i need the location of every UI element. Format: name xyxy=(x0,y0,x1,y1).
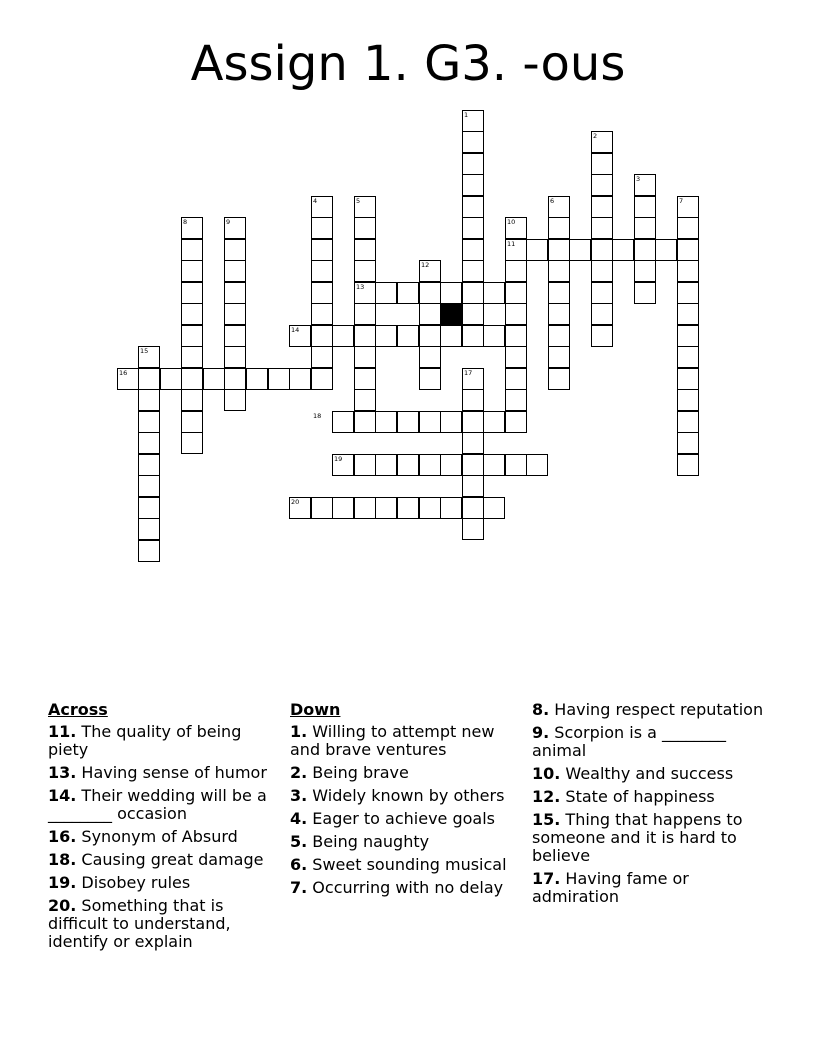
grid-cell[interactable] xyxy=(677,454,699,476)
clue-number-label: 18. xyxy=(48,850,77,869)
clue-text: Having respect reputation xyxy=(549,700,764,719)
clue-number-label: 8. xyxy=(532,700,550,719)
grid-cell[interactable] xyxy=(591,303,613,325)
grid-cell[interactable] xyxy=(462,196,484,218)
grid-cell[interactable] xyxy=(181,368,203,390)
grid-cell[interactable] xyxy=(462,454,484,476)
grid-cell[interactable] xyxy=(203,368,225,390)
grid-cell[interactable] xyxy=(419,368,441,390)
grid-cell[interactable] xyxy=(138,432,160,454)
clue-number-label: 15. xyxy=(532,810,561,829)
clue-number: 19 xyxy=(334,455,343,463)
clue-text: Having fame or admiration xyxy=(532,869,689,906)
clue-text: Having sense of humor xyxy=(76,763,267,782)
grid-cell[interactable] xyxy=(591,174,613,196)
grid-cell[interactable] xyxy=(462,153,484,175)
grid-cell[interactable] xyxy=(462,303,484,325)
grid-cell[interactable] xyxy=(311,260,333,282)
clue-item xyxy=(48,764,280,782)
grid-cell[interactable] xyxy=(634,196,656,218)
grid-cell[interactable] xyxy=(397,411,419,433)
grid-cell[interactable] xyxy=(138,411,160,433)
clue-number: 15 xyxy=(140,347,149,355)
grid-cell[interactable] xyxy=(591,282,613,304)
grid-cell[interactable] xyxy=(505,368,527,390)
clue-item xyxy=(532,870,768,906)
clue-number: 6 xyxy=(550,197,555,205)
grid-cell[interactable] xyxy=(569,239,591,261)
grid-cell[interactable] xyxy=(224,303,246,325)
clue-number-label: 1. xyxy=(290,722,308,741)
across-heading: Across xyxy=(48,700,108,719)
grid-cell[interactable] xyxy=(311,368,333,390)
grid-cell[interactable] xyxy=(677,217,699,239)
grid-cell[interactable] xyxy=(612,239,634,261)
grid-cell[interactable] xyxy=(311,303,333,325)
grid-cell[interactable] xyxy=(419,282,441,304)
grid-cell[interactable] xyxy=(224,325,246,347)
clue-number-label: 20. xyxy=(48,896,77,915)
grid-cell[interactable] xyxy=(483,497,505,519)
clue-item xyxy=(48,787,280,823)
grid-cell[interactable] xyxy=(462,497,484,519)
grid-cell[interactable] xyxy=(181,389,203,411)
grid-cell[interactable] xyxy=(440,454,462,476)
grid-cell[interactable] xyxy=(224,389,246,411)
clue-number-label: 6. xyxy=(290,855,308,874)
grid-cell[interactable] xyxy=(289,368,311,390)
grid-cell[interactable] xyxy=(224,260,246,282)
grid-cell[interactable] xyxy=(419,346,441,368)
grid-cell[interactable] xyxy=(419,325,441,347)
grid-cell[interactable] xyxy=(311,239,333,261)
clue-item xyxy=(290,723,522,759)
clue-item xyxy=(48,828,280,846)
down-clues-continued xyxy=(532,701,768,911)
grid-cell[interactable] xyxy=(311,346,333,368)
grid-cell[interactable] xyxy=(591,153,613,175)
grid-cell[interactable] xyxy=(332,325,354,347)
grid-cell[interactable] xyxy=(354,303,376,325)
grid-cell[interactable] xyxy=(311,325,333,347)
clue-number-label: 5. xyxy=(290,832,308,851)
grid-cell[interactable] xyxy=(462,260,484,282)
grid-cell[interactable] xyxy=(462,411,484,433)
clue-item xyxy=(48,874,280,892)
grid-cell[interactable] xyxy=(311,282,333,304)
clue-text: State of happiness xyxy=(560,787,715,806)
grid-cell[interactable] xyxy=(505,282,527,304)
grid-cell[interactable] xyxy=(591,260,613,282)
grid-cell[interactable] xyxy=(462,217,484,239)
grid-cell[interactable] xyxy=(462,239,484,261)
grid-cell[interactable] xyxy=(354,411,376,433)
clue-number-label: 13. xyxy=(48,763,77,782)
grid-cell[interactable] xyxy=(397,325,419,347)
grid-cell[interactable] xyxy=(591,217,613,239)
grid-cell[interactable] xyxy=(677,432,699,454)
grid-cell[interactable] xyxy=(505,454,527,476)
grid-cell[interactable] xyxy=(181,432,203,454)
clue-item xyxy=(532,724,768,760)
clue-number: 17 xyxy=(464,369,473,377)
grid-cell[interactable] xyxy=(138,389,160,411)
clue-item xyxy=(290,787,522,805)
down-heading: Down xyxy=(290,700,341,719)
grid-cell[interactable] xyxy=(483,411,505,433)
clue-number: 3 xyxy=(636,175,641,183)
clue-text: Thing that happens to someone and it is hard to believe xyxy=(532,810,743,865)
grid-cell[interactable] xyxy=(483,282,505,304)
grid-cell[interactable] xyxy=(462,518,484,540)
grid-cell[interactable] xyxy=(311,217,333,239)
clue-number-label: 9. xyxy=(532,723,550,742)
clue-text: Scorpion is a ________ animal xyxy=(532,723,726,760)
clue-text: Wealthy and success xyxy=(560,764,734,783)
grid-cell[interactable] xyxy=(375,325,397,347)
clue-number-label: 12. xyxy=(532,787,561,806)
clue-number-label: 3. xyxy=(290,786,308,805)
grid-cell[interactable] xyxy=(677,346,699,368)
clue-text: Synonym of Absurd xyxy=(76,827,238,846)
clue-item xyxy=(290,833,522,851)
grid-cell[interactable] xyxy=(224,282,246,304)
grid-cell[interactable] xyxy=(268,368,290,390)
grid-cell[interactable] xyxy=(440,497,462,519)
grid-cell[interactable] xyxy=(548,346,570,368)
clue-item xyxy=(532,788,768,806)
clue-number-label: 10. xyxy=(532,764,561,783)
grid-cell[interactable] xyxy=(462,475,484,497)
grid-cell[interactable] xyxy=(181,260,203,282)
grid-cell[interactable] xyxy=(181,346,203,368)
grid-cell[interactable] xyxy=(462,389,484,411)
grid-cell[interactable] xyxy=(634,260,656,282)
grid-cell[interactable] xyxy=(181,303,203,325)
clue-number-label: 2. xyxy=(290,763,308,782)
grid-cell[interactable] xyxy=(677,368,699,390)
grid-cell[interactable] xyxy=(397,454,419,476)
clue-number: 5 xyxy=(356,197,361,205)
grid-cell[interactable] xyxy=(224,346,246,368)
clue-number-label: 16. xyxy=(48,827,77,846)
clue-number-label: 4. xyxy=(290,809,308,828)
grid-cell[interactable] xyxy=(354,368,376,390)
clue-number: 7 xyxy=(679,197,684,205)
page-title: Assign 1. G3. -ous xyxy=(190,36,626,92)
clue-number: 20 xyxy=(291,498,300,506)
clue-text: Their wedding will be a ________ occasion xyxy=(48,786,267,823)
grid-cell[interactable] xyxy=(677,389,699,411)
clue-text: Being brave xyxy=(307,763,409,782)
clue-item xyxy=(532,811,768,865)
grid-cell[interactable] xyxy=(505,389,527,411)
clue-number: 16 xyxy=(119,369,128,377)
grid-block-cell xyxy=(440,303,462,325)
grid-cell[interactable] xyxy=(354,346,376,368)
clue-number: 8 xyxy=(183,218,188,226)
grid-cell[interactable] xyxy=(548,260,570,282)
grid-cell[interactable] xyxy=(181,282,203,304)
clue-item xyxy=(48,723,280,759)
grid-cell[interactable] xyxy=(375,454,397,476)
clue-number: 10 xyxy=(507,218,516,226)
grid-cell[interactable] xyxy=(224,239,246,261)
grid-cell[interactable] xyxy=(332,411,354,433)
clue-text: Causing great damage xyxy=(76,850,264,869)
clue-item xyxy=(48,897,280,951)
clue-text: Widely known by others xyxy=(307,786,505,805)
grid-cell[interactable] xyxy=(354,454,376,476)
grid-cell[interactable] xyxy=(505,260,527,282)
grid-cell[interactable] xyxy=(483,454,505,476)
grid-cell[interactable] xyxy=(397,497,419,519)
clue-number-label: 19. xyxy=(48,873,77,892)
clue-item xyxy=(48,851,280,869)
clue-number-label: 11. xyxy=(48,722,77,741)
grid-cell[interactable] xyxy=(655,239,677,261)
clue-number: 11 xyxy=(507,240,516,248)
grid-cell[interactable] xyxy=(375,411,397,433)
grid-cell[interactable] xyxy=(375,282,397,304)
clue-number: 18 xyxy=(313,412,322,420)
clue-item xyxy=(290,810,522,828)
grid-cell[interactable] xyxy=(311,497,333,519)
down-clues xyxy=(290,701,522,902)
clue-text: Sweet sounding musical xyxy=(307,855,507,874)
grid-cell[interactable] xyxy=(138,518,160,540)
grid-cell[interactable] xyxy=(354,389,376,411)
grid-cell[interactable] xyxy=(505,411,527,433)
clue-text: Occurring with no delay xyxy=(307,878,504,897)
clue-text: Eager to achieve goals xyxy=(307,809,495,828)
grid-cell[interactable] xyxy=(591,325,613,347)
clue-number: 2 xyxy=(593,132,598,140)
grid-cell[interactable] xyxy=(483,325,505,347)
grid-cell[interactable] xyxy=(462,282,484,304)
grid-cell[interactable] xyxy=(419,303,441,325)
grid-cell[interactable] xyxy=(548,325,570,347)
grid-cell[interactable] xyxy=(354,497,376,519)
clue-number: 13 xyxy=(356,283,365,291)
clue-number: 9 xyxy=(226,218,231,226)
clue-item xyxy=(290,764,522,782)
clue-text: Being naughty xyxy=(307,832,430,851)
grid-cell[interactable] xyxy=(677,303,699,325)
clue-text: Willing to attempt new and brave ventures xyxy=(290,722,495,759)
clue-number-label: 14. xyxy=(48,786,77,805)
grid-cell[interactable] xyxy=(548,282,570,304)
clue-number-label: 7. xyxy=(290,878,308,897)
grid-cell[interactable] xyxy=(462,432,484,454)
grid-cell[interactable] xyxy=(677,325,699,347)
grid-cell[interactable] xyxy=(181,239,203,261)
clue-item xyxy=(532,701,768,719)
grid-cell[interactable] xyxy=(505,325,527,347)
grid-cell[interactable] xyxy=(548,239,570,261)
grid-cell[interactable] xyxy=(677,239,699,261)
grid-cell[interactable] xyxy=(354,325,376,347)
grid-cell[interactable] xyxy=(160,368,182,390)
clue-item xyxy=(532,765,768,783)
grid-cell[interactable] xyxy=(138,540,160,562)
grid-cell[interactable] xyxy=(505,346,527,368)
grid-cell[interactable] xyxy=(526,454,548,476)
grid-cell[interactable] xyxy=(505,303,527,325)
clue-number-label: 17. xyxy=(532,869,561,888)
across-clues xyxy=(48,701,280,956)
grid-cell[interactable] xyxy=(591,196,613,218)
clue-number: 1 xyxy=(464,111,469,119)
clue-text: The quality of being piety xyxy=(48,722,242,759)
grid-cell[interactable] xyxy=(677,260,699,282)
grid-cell[interactable] xyxy=(181,411,203,433)
grid-cell[interactable] xyxy=(548,303,570,325)
grid-cell[interactable] xyxy=(591,239,613,261)
grid-cell[interactable] xyxy=(354,217,376,239)
clue-text: Disobey rules xyxy=(76,873,191,892)
grid-cell[interactable] xyxy=(634,239,656,261)
grid-cell[interactable] xyxy=(677,411,699,433)
grid-cell[interactable] xyxy=(332,497,354,519)
grid-cell[interactable] xyxy=(419,411,441,433)
grid-cell[interactable] xyxy=(462,131,484,153)
grid-cell[interactable] xyxy=(224,368,246,390)
grid-cell[interactable] xyxy=(138,497,160,519)
grid-cell[interactable] xyxy=(526,239,548,261)
grid-cell[interactable] xyxy=(548,217,570,239)
grid-cell[interactable] xyxy=(138,475,160,497)
grid-cell[interactable] xyxy=(419,497,441,519)
grid-cell[interactable] xyxy=(462,325,484,347)
grid-cell[interactable] xyxy=(634,217,656,239)
clue-text: Something that is difficult to understand, identify or explain xyxy=(48,896,231,951)
clue-item xyxy=(290,856,522,874)
grid-cell[interactable] xyxy=(354,260,376,282)
grid-cell[interactable] xyxy=(419,454,441,476)
grid-cell[interactable] xyxy=(397,282,419,304)
grid-cell[interactable] xyxy=(677,282,699,304)
clue-number: 14 xyxy=(291,326,300,334)
clue-number: 4 xyxy=(313,197,318,205)
clue-item xyxy=(290,879,522,897)
grid-cell[interactable] xyxy=(440,325,462,347)
grid-cell[interactable] xyxy=(354,239,376,261)
grid-cell[interactable] xyxy=(440,411,462,433)
grid-cell[interactable] xyxy=(440,282,462,304)
grid-cell[interactable] xyxy=(138,454,160,476)
grid-cell[interactable] xyxy=(181,325,203,347)
grid-cell[interactable] xyxy=(375,497,397,519)
clue-number: 12 xyxy=(421,261,430,269)
grid-cell[interactable] xyxy=(462,174,484,196)
grid-cell[interactable] xyxy=(246,368,268,390)
grid-cell[interactable] xyxy=(548,368,570,390)
grid-cell[interactable] xyxy=(634,282,656,304)
grid-cell[interactable] xyxy=(138,368,160,390)
